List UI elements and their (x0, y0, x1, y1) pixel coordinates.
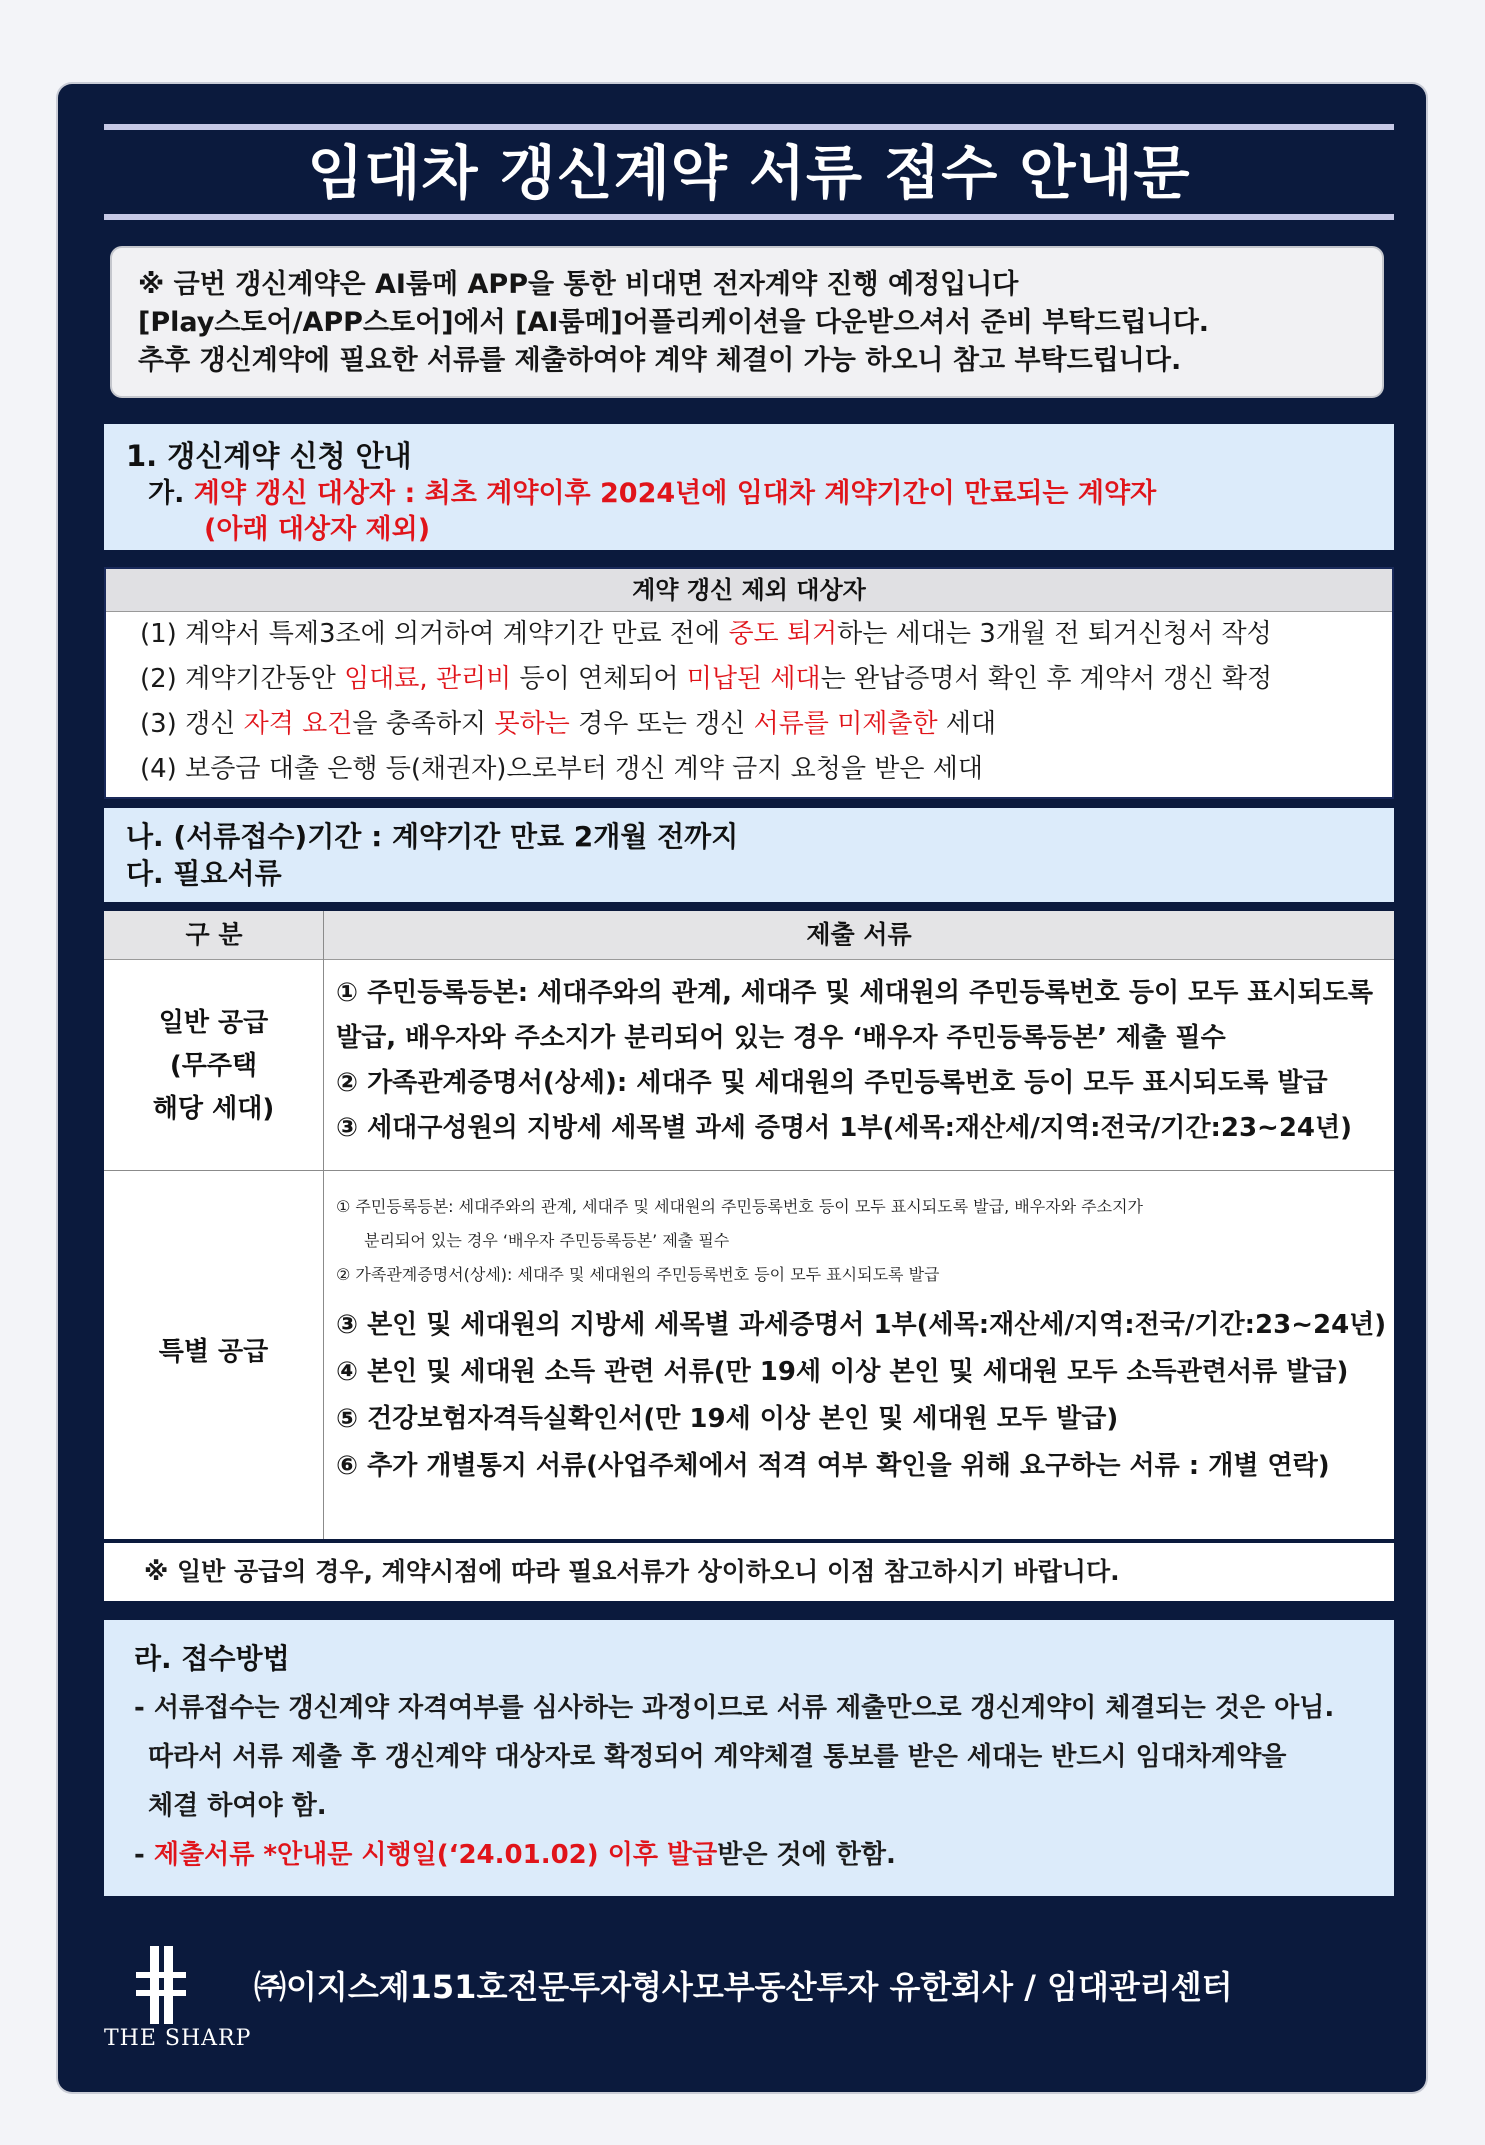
renewal-target-exception: (아래 대상자 제외) (204, 514, 431, 545)
section-heading: 1. 갱신계약 신청 안내 (126, 439, 412, 473)
section-renewal-application (104, 424, 1394, 550)
exclusion-row: (4) 보증금 대출 은행 등(채권자)으로부터 갱신 계약 금지 요청을 받은 세대 (140, 754, 984, 784)
section-submission-method (104, 1620, 1394, 1896)
notice-line: [Play스토어/APP스토어]에서 [AI룸메]어플리케이션을 다운받으셔서 준비 부탁드립니다. (138, 307, 1210, 338)
doc-item: ① 주민등록등본: 세대주와의 관계, 세대주 및 세대원의 주민등록번호 등이 모두 표시되도록 (336, 978, 1373, 1008)
doc-item: ⑤ 건강보험자격득실확인서(만 19세 이상 본인 및 세대원 모두 발급) (336, 1404, 1119, 1434)
title-bottom-rule (104, 214, 1394, 220)
category-special-supply: 특별 공급 (158, 1337, 269, 1367)
section-period-documents (104, 808, 1394, 902)
notice-line: 추후 갱신계약에 필요한 서류를 제출하여야 계약 체결이 가능 하오니 참고 부탁드립니다. (138, 345, 1182, 376)
column-divider (323, 911, 324, 1539)
category-general-supply: 일반 공급 (무주택 해당 세대) (152, 1008, 275, 1124)
renewal-target: 가. 계약 갱신 대상자 : 최초 계약이후 2024년에 임대차 계약기간이 만료되는 계약자 (148, 478, 1157, 509)
doc-item: ② 가족관계증명서(상세): 세대주 및 세대원의 주민등록번호 등이 모두 표시되도록 발급 (336, 1068, 1328, 1098)
exclusion-table-header: 계약 갱신 제외 대상자 (106, 569, 1392, 612)
method-line: 따라서 서류 제출 후 갱신계약 대상자로 확정되어 계약체결 통보를 받은 세대는 반드시 임대차계약을 (148, 1742, 1287, 1772)
column-header-category: 구 분 (185, 920, 243, 949)
special-supply-documents (336, 1190, 1386, 1490)
exclusion-row: (1) 계약서 특제3조에 의거하여 계약기간 만료 전에 중도 퇴거하는 세대는 3개월 전 퇴거신청서 작성 (140, 619, 1272, 649)
exclusion-row: (3) 갱신 자격 요건을 충족하지 못하는 경우 또는 갱신 서류를 미제출한 세대 (140, 709, 997, 739)
doc-item: ④ 본인 및 세대원 소득 관련 서류(만 19세 이상 본인 및 세대원 모두 소득관련서류 발급) (336, 1357, 1349, 1387)
logo-wordmark: THE SHARP (104, 2026, 252, 2051)
doc-item: ⑥ 추가 개별통지 서류(사업주체에서 적격 여부 확인을 위해 요구하는 서류 : 개별 연락) (336, 1451, 1330, 1481)
required-docs-heading: 다. 필요서류 (126, 857, 282, 890)
exclusion-row: (2) 계약기간동안 임대료, 관리비 등이 연체되어 미납된 세대는 완납증명서 확인 후 계약서 갱신 확정 (140, 664, 1273, 694)
method-line: - 서류접수는 갱신계약 자격여부를 심사하는 과정이므로 서류 제출만으로 갱신계약이 체결되는 것은 아님. (134, 1693, 1335, 1723)
company-name: ㈜이지스제151호전문투자형사모부동산투자 유한회사 / 임대관리센터 (254, 1968, 1233, 2006)
doc-item: 발급, 배우자와 주소지가 분리되어 있는 경우 ‘배우자 주민등록등본’ 제출 필수 (336, 1023, 1226, 1053)
doc-item-small: 분리되어 있는 경우 ‘배우자 주민등록등본’ 제출 필수 (364, 1231, 730, 1250)
column-header-documents: 제출 서류 (806, 920, 912, 949)
docs-table-header (104, 911, 1394, 960)
section-heading: 라. 접수방법 (134, 1642, 290, 1675)
general-supply-documents (336, 971, 1386, 1151)
row-divider (104, 1170, 1394, 1171)
notice-line: ※ 금번 갱신계약은 AI룸메 APP을 통한 비대면 전자계약 진행 예정입니다 (138, 269, 1019, 300)
app-notice-box (110, 246, 1384, 398)
general-supply-note: ※ 일반 공급의 경우, 계약시점에 따라 필요서류가 상이하오니 이점 참고하시기 바랍니다. (104, 1543, 1394, 1601)
doc-item-small: ① 주민등록등본: 세대주와의 관계, 세대주 및 세대원의 주민등록번호 등이 모두 표시되도록 발급, 배우자와 주소지가 (336, 1197, 1144, 1216)
method-line: 체결 하여야 함. (148, 1791, 327, 1821)
doc-item: ③ 본인 및 세대원의 지방세 세목별 과세증명서 1부(세목:재산세/지역:전국/기간:23~24년) (336, 1310, 1387, 1340)
submission-period: 나. (서류접수)기간 : 계약기간 만료 2개월 전까지 (126, 820, 739, 853)
doc-item: ③ 세대구성원의 지방세 세목별 과세 증명서 1부(세목:재산세/지역:전국/기간:23~24년) (336, 1113, 1352, 1143)
method-line-issue-date: - 제출서류 *안내문 시행일(‘24.01.02) 이후 발급받은 것에 한함. (134, 1840, 896, 1870)
exclusion-table (104, 567, 1394, 799)
required-documents-table (104, 911, 1394, 1539)
doc-item-small: ② 가족관계증명서(상세): 세대주 및 세대원의 주민등록번호 등이 모두 표시되도록 발급 (336, 1265, 940, 1284)
page-title: 임대차 갱신계약 서류 접수 안내문 (307, 139, 1191, 207)
